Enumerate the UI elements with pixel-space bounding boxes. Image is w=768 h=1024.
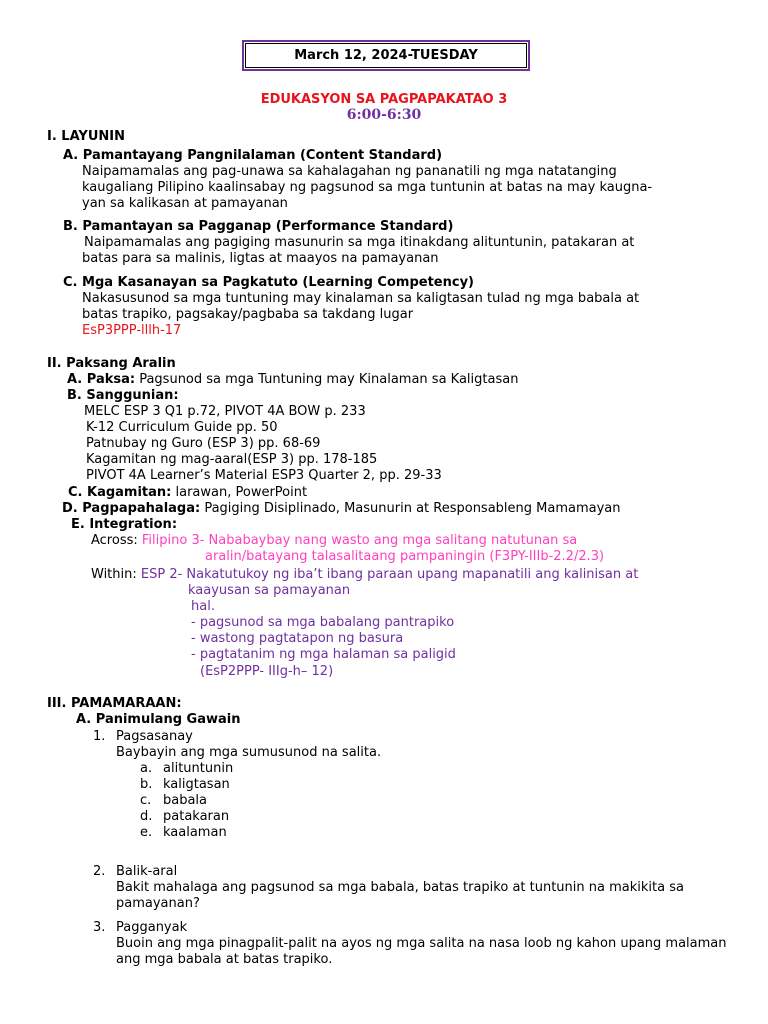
topic-label: A. Paksa: (67, 372, 136, 387)
word-letter: e. (140, 825, 153, 840)
within-code: (EsP2PPP- IIIg-h– 12) (200, 664, 334, 679)
reference-item: MELC ESP 3 Q1 p.72, PIVOT 4A BOW p. 233 (84, 404, 366, 419)
spelling-word: kaalaman (163, 825, 227, 840)
performance-standard-title: B. Pamantayan sa Pagganap (Performance Standard) (63, 219, 454, 234)
within-row (91, 567, 638, 583)
spelling-word: babala (163, 793, 208, 808)
references-label: B. Sanggunian: (67, 388, 179, 403)
topic-value: Pagsunod sa mga Tuntuning may Kinalaman sa Kaligtasan (135, 372, 519, 387)
review-title: Balik-aral (116, 864, 178, 879)
topic-row (67, 372, 518, 388)
item-number: 3. (93, 920, 106, 935)
performance-standard-line: batas para sa malinis, ligtas at maayos na pamayanan (82, 251, 439, 266)
within-example-item: - pagtatanim ng mga halaman sa paligid (191, 647, 456, 662)
content-standard-line: yan sa kalikasan at pamayanan (82, 196, 288, 211)
preliminary-activity-title: A. Panimulang Gawain (76, 712, 241, 727)
drill-instruction: Baybayin ang mga sumusunod na salita. (116, 745, 382, 760)
date-box: March 12, 2024-TUESDAY (242, 40, 530, 71)
within-example-item: - wastong pagtatapon ng basura (191, 631, 404, 646)
learning-competency-title: C. Mga Kasanayan sa Pagkatuto (Learning Competency) (63, 275, 474, 290)
values-label: D. Pagpapahalaga: (62, 501, 201, 516)
item-number: 1. (93, 729, 106, 744)
review-question: Bakit mahalaga ang pagsunod sa mga babala, batas trapiko at tuntunin na makikita sa (116, 880, 684, 895)
reference-item: Kagamitan ng mag-aaral(ESP 3) pp. 178-185 (86, 452, 378, 467)
materials-label: C. Kagamitan: (68, 485, 172, 500)
across-text-continued: aralin/batayang talasalitaang pampaningin (F3PY-IIIb-2.2/2.3) (205, 549, 605, 564)
across-text: Filipino 3- Nababaybay nang wasto ang mga salitang natutunan sa (141, 533, 578, 548)
section-2-title: II. Paksang Aralin (47, 356, 176, 371)
content-standard-line: kaugaliang Pilipino kaalinsabay ng pagsunod sa mga tuntunin at batas na may kaugna- (82, 180, 653, 195)
competency-code: EsP3PPP-lllh-17 (82, 323, 182, 338)
word-letter: b. (140, 777, 153, 792)
across-row (91, 533, 577, 549)
within-example-item: - pagsunod sa mga babalang pantrapiko (191, 615, 455, 630)
spelling-word: patakaran (163, 809, 230, 824)
spelling-word: kaligtasan (163, 777, 230, 792)
materials-row (68, 485, 307, 501)
content-standard-line: Naipamamalas ang pag-unawa sa kahalagahan ng pananatili ng mga natatanging (82, 164, 617, 179)
values-value: Pagiging Disiplinado, Masunurin at Responsableng Mamamayan (200, 501, 621, 516)
motivation-instruction: ang mga babala at batas trapiko. (116, 952, 333, 967)
item-number: 2. (93, 864, 106, 879)
integration-label: E. Integration: (71, 517, 178, 532)
time-slot: 6:00-6:30 (346, 107, 422, 123)
reference-item: Patnubay ng Guro (ESP 3) pp. 68-69 (86, 436, 321, 451)
motivation-title: Pagganyak (116, 920, 188, 935)
within-text-continued: kaayusan sa pamayanan (188, 583, 351, 598)
materials-value: larawan, PowerPoint (171, 485, 308, 500)
word-letter: d. (140, 809, 153, 824)
review-question: pamayanan? (116, 896, 200, 911)
word-letter: a. (140, 761, 153, 776)
across-label: Across: (91, 533, 142, 548)
drill-title: Pagsasanay (116, 729, 193, 744)
values-row (62, 501, 621, 517)
reference-item: K-12 Curriculum Guide pp. 50 (86, 420, 278, 435)
performance-standard-line: Naipamamalas ang pagiging masunurin sa mga itinakdang alituntunin, patakaran at (84, 235, 635, 250)
subject-title: EDUKASYON SA PAGPAPAKATAO 3 (260, 92, 508, 107)
content-standard-title: A. Pamantayang Pangnilalaman (Content Standard) (63, 148, 443, 163)
learning-competency-line: batas trapiko, pagsakay/pagbaba sa takdang lugar (82, 307, 414, 322)
section-1-title: I. LAYUNIN (47, 129, 125, 144)
section-3-title: III. PAMAMARAAN: (47, 696, 182, 711)
within-text: ESP 2- Nakatutukoy ng iba’t ibang paraan upang mapanatili ang kalinisan at (140, 567, 639, 582)
word-letter: c. (140, 793, 152, 808)
learning-competency-line: Nakasusunod sa mga tuntuning may kinalaman sa kaligtasan tulad ng mga babala at (82, 291, 640, 306)
within-label: Within: (91, 567, 141, 582)
within-example-label: hal. (191, 599, 215, 614)
spelling-word: alituntunin (163, 761, 234, 776)
motivation-instruction: Buoin ang mga pinagpalit-palit na ayos ng mga salita na nasa loob ng kahon upang malaman (116, 936, 727, 951)
reference-item: PIVOT 4A Learner’s Material ESP3 Quarter 2, pp. 29-33 (86, 468, 442, 483)
